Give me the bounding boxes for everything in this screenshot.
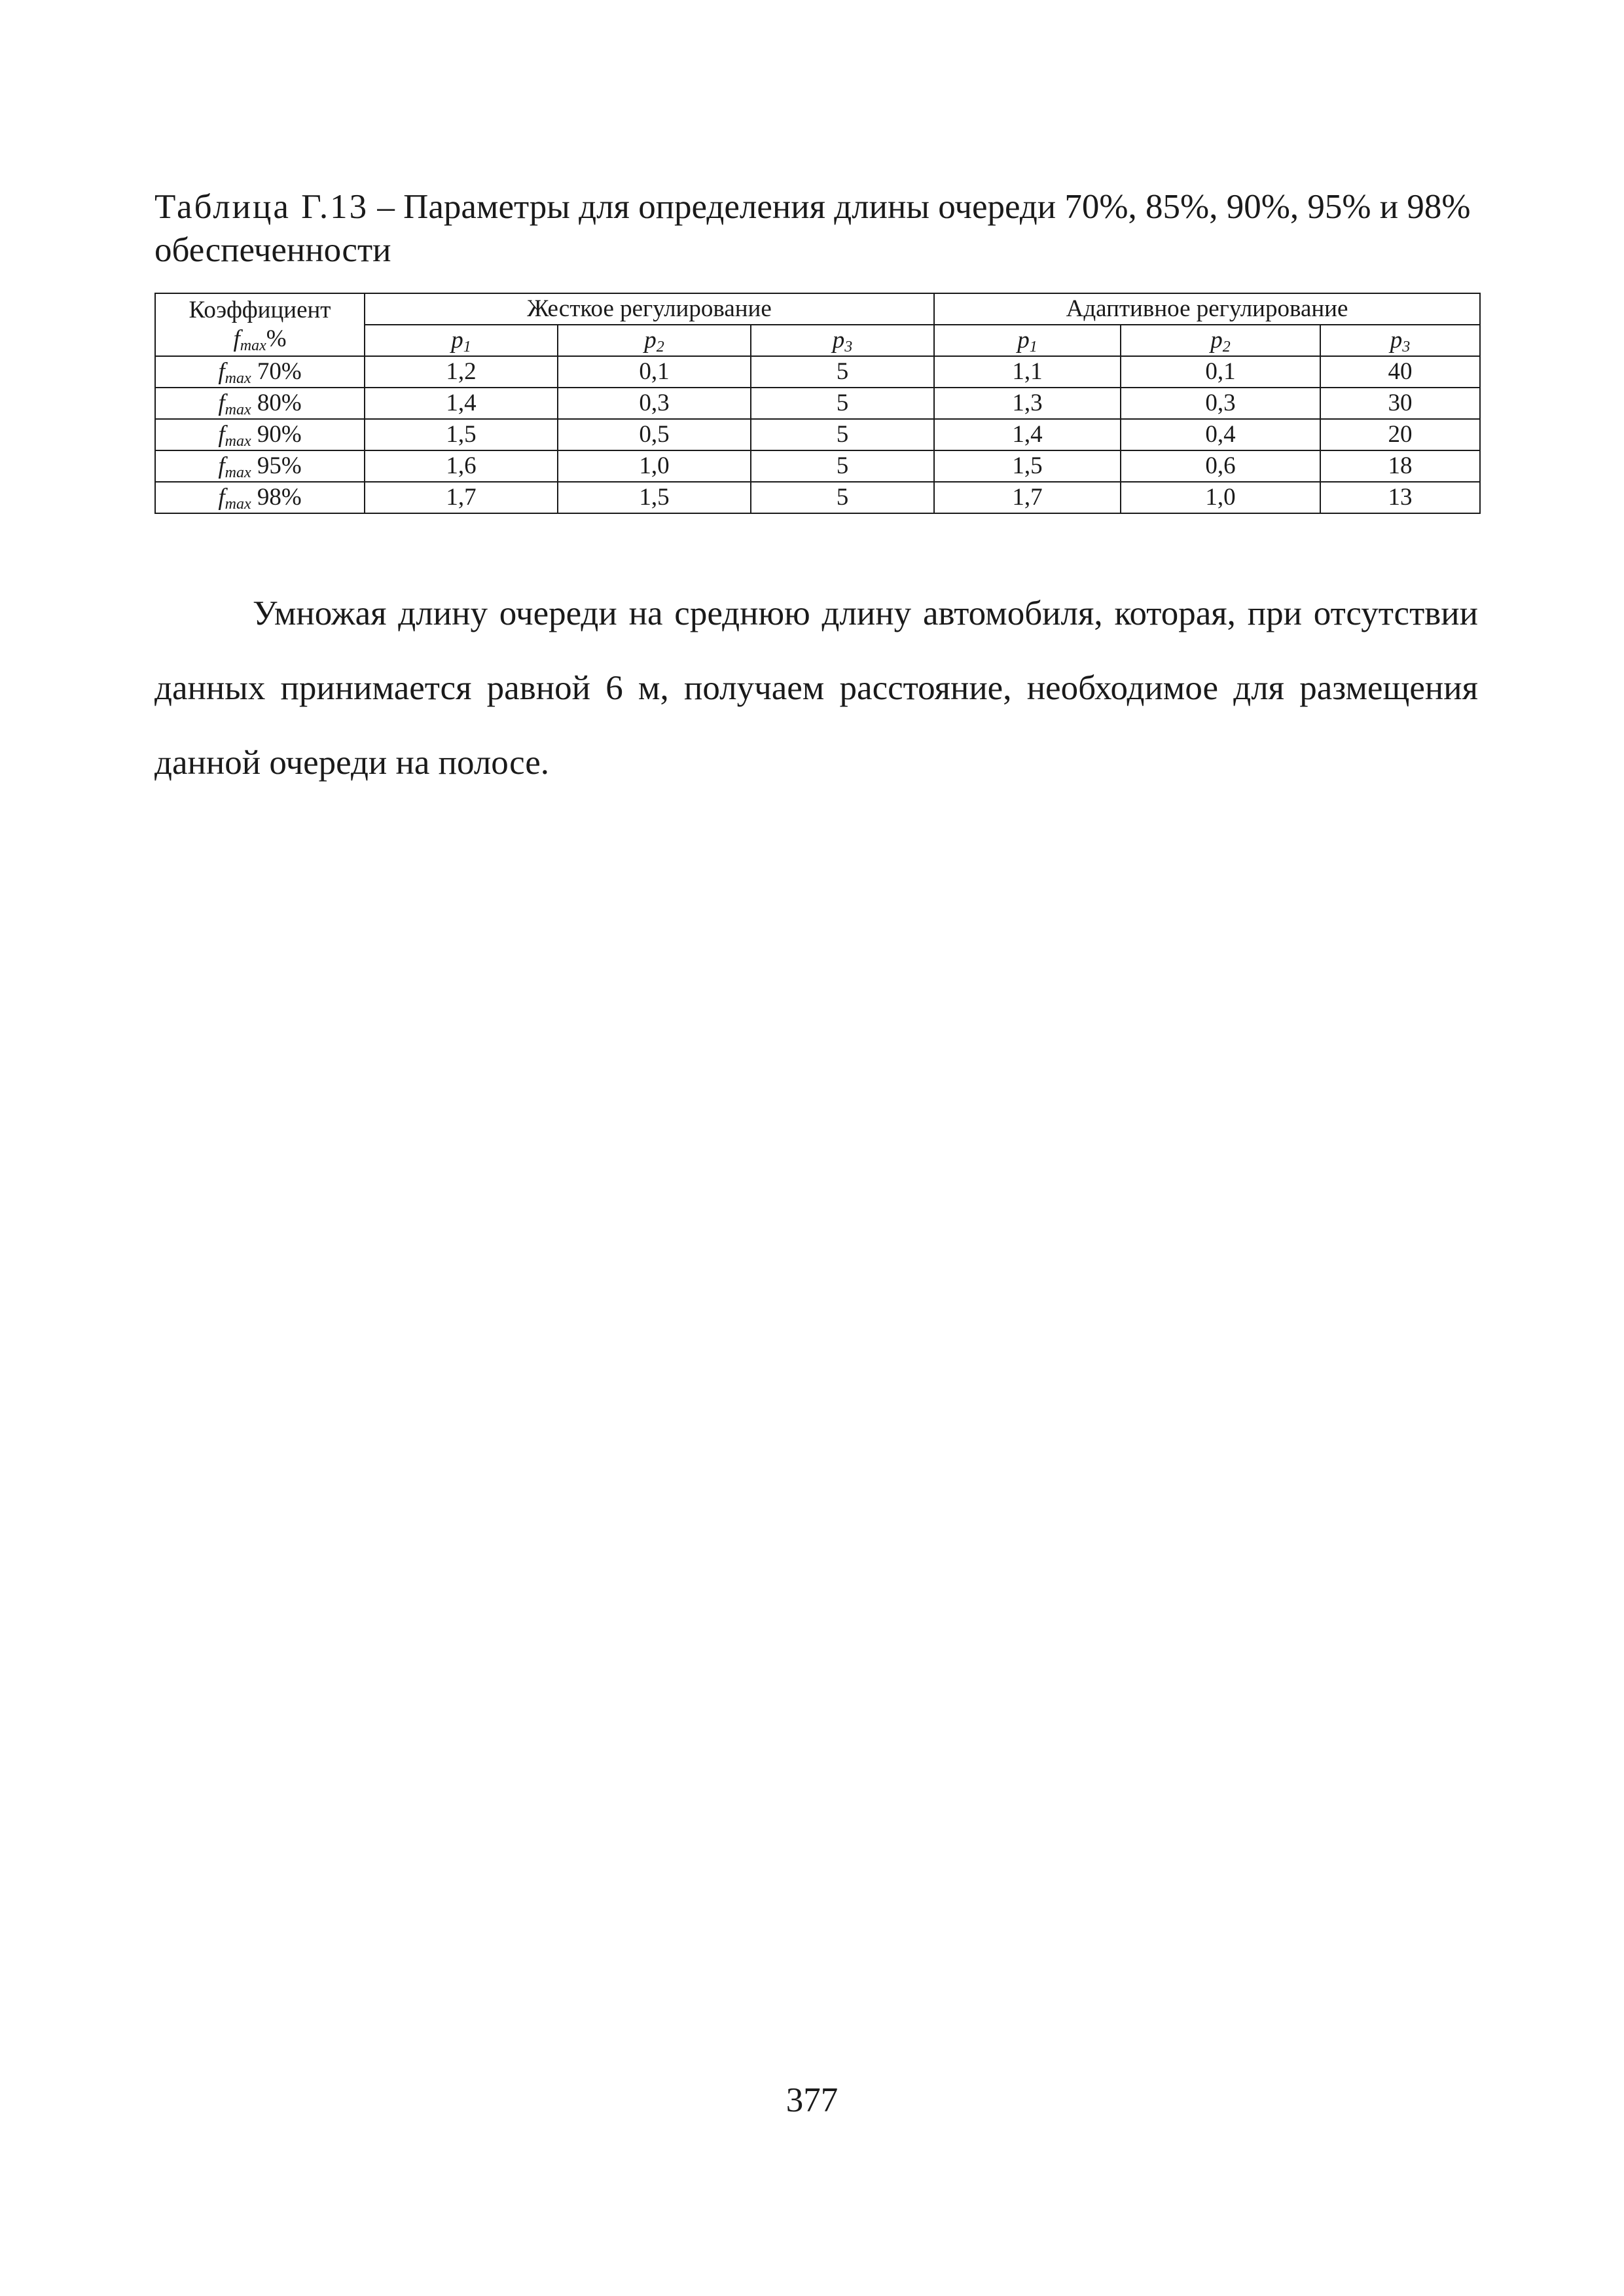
table-row bbox=[155, 450, 1480, 482]
table-cell: 18 bbox=[1320, 450, 1480, 482]
param-header-cell: $p_3$ bbox=[751, 325, 934, 356]
table-cell: 20 bbox=[1320, 419, 1480, 450]
table-cell: 0,6 bbox=[1121, 450, 1320, 482]
table-cell: 1,0 bbox=[558, 450, 751, 482]
param-header-cell: $p_2$ bbox=[1121, 325, 1320, 356]
table-cell: 1,7 bbox=[934, 482, 1121, 513]
row-label-cell: $f_{max}$ 95% bbox=[155, 450, 365, 482]
row-label-cell: $f_{max}$ 90% bbox=[155, 419, 365, 450]
param-header-cell: $p_1$ bbox=[934, 325, 1121, 356]
body-paragraph bbox=[154, 576, 1478, 800]
param-header-cell: $p_2$ bbox=[558, 325, 751, 356]
table-header-row-groups bbox=[155, 293, 1480, 325]
table-cell: 1,7 bbox=[365, 482, 558, 513]
table-cell: 0,1 bbox=[1121, 356, 1320, 388]
table-cell: 5 bbox=[751, 419, 934, 450]
table-cell: 1,5 bbox=[365, 419, 558, 450]
table-cell: 0,4 bbox=[1121, 419, 1320, 450]
table-cell: 1,0 bbox=[1121, 482, 1320, 513]
param-header-cell: $p_1$ bbox=[365, 325, 558, 356]
table-cell: 1,4 bbox=[934, 419, 1121, 450]
table-cell: 0,3 bbox=[1121, 388, 1320, 419]
table-cell: 5 bbox=[751, 450, 934, 482]
table-caption-label: Таблица Г.13 bbox=[154, 188, 369, 226]
table-cell: 1,5 bbox=[934, 450, 1121, 482]
table-cell: 40 bbox=[1320, 356, 1480, 388]
table-cell: 0,1 bbox=[558, 356, 751, 388]
table-cell: 5 bbox=[751, 482, 934, 513]
table-cell: 1,3 bbox=[934, 388, 1121, 419]
param-header-cell: $p_3$ bbox=[1320, 325, 1480, 356]
row-label-cell: $f_{max}$ 80% bbox=[155, 388, 365, 419]
table-row bbox=[155, 388, 1480, 419]
table-cell: 0,5 bbox=[558, 419, 751, 450]
group-header-fixed: Жесткое регулирование bbox=[365, 293, 934, 325]
table-cell: 1,4 bbox=[365, 388, 558, 419]
body-paragraph-text: Умножая длину очереди на среднюю длину автомобиля, которая, при отсутствии данных принимается равной 6 м, получаем расстояние, необходимое для размещения данной очереди на полосе. bbox=[154, 594, 1478, 782]
table-cell: 1,6 bbox=[365, 450, 558, 482]
table-cell: 1,2 bbox=[365, 356, 558, 388]
coefficient-header-label: Коэффициент bbox=[189, 297, 331, 323]
table-cell: 5 bbox=[751, 388, 934, 419]
row-label-cell: $f_{max}$ 70% bbox=[155, 356, 365, 388]
parameters-table bbox=[154, 293, 1481, 514]
table-row bbox=[155, 482, 1480, 513]
group-header-adaptive: Адаптивное регулирование bbox=[934, 293, 1480, 325]
page-number: 377 bbox=[785, 2081, 839, 2119]
coefficient-header-cell bbox=[155, 293, 365, 356]
coefficient-header-symbol: $f_{max}\%$ bbox=[233, 325, 287, 354]
table-cell: 13 bbox=[1320, 482, 1480, 513]
table-caption bbox=[154, 185, 1477, 272]
table-cell: 1,1 bbox=[934, 356, 1121, 388]
table-row bbox=[155, 419, 1480, 450]
table-cell: 0,3 bbox=[558, 388, 751, 419]
row-label-cell: $f_{max}$ 98% bbox=[155, 482, 365, 513]
table-caption-text: – Параметры для определения длины очереди 70%, 85%, 90%, 95% и 98% обеспеченности bbox=[154, 188, 1471, 269]
table-row bbox=[155, 356, 1480, 388]
table-cell: 30 bbox=[1320, 388, 1480, 419]
table-cell: 1,5 bbox=[558, 482, 751, 513]
table-cell: 5 bbox=[751, 356, 934, 388]
